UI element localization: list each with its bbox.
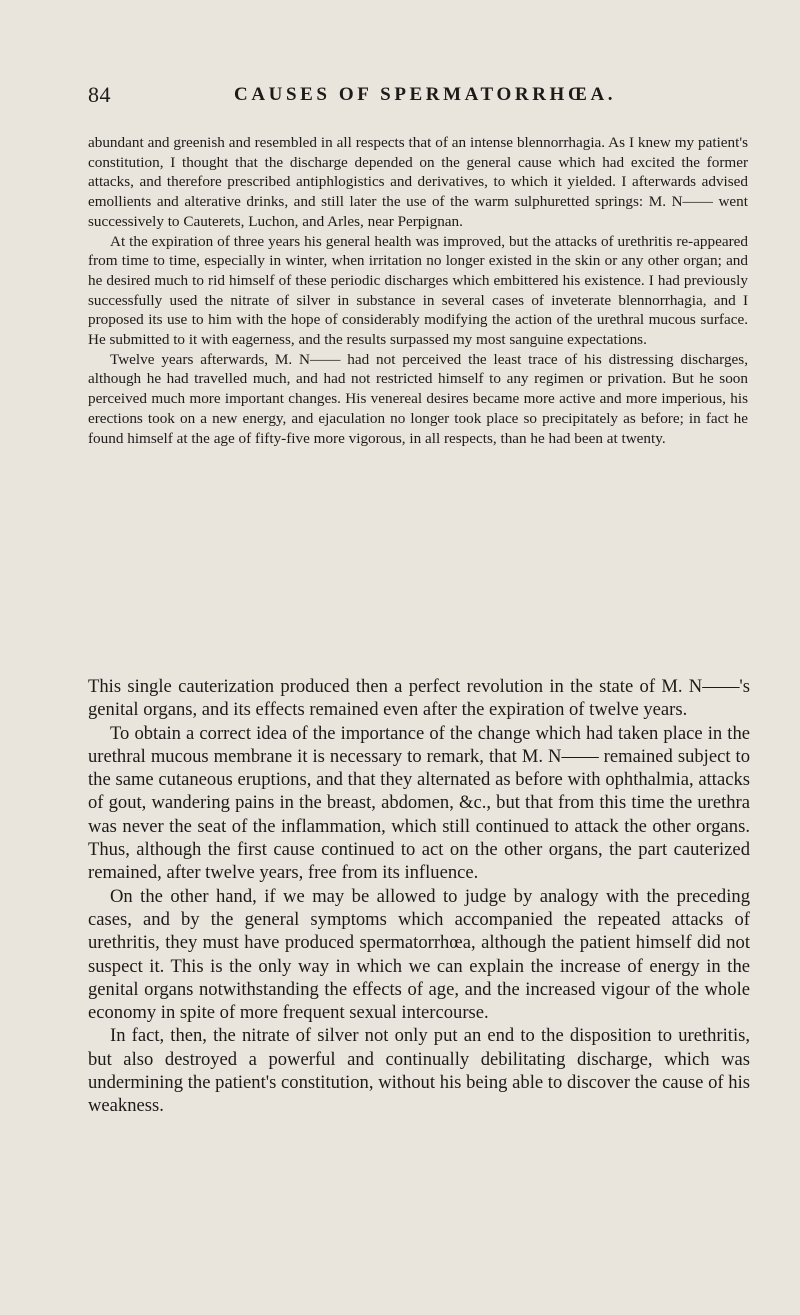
paragraph: Twelve years afterwards, M. N—— had not perceived the least trace of his distressing discharges, although he had travelled much, and had not restricted himself to any regimen or privation. But he soon perceived much more important changes. His venereal desires became more active and more imperious, his erections took on a new energy, and ejaculation no longer took place so precipitately as before; in fact he found himself at the age of fifty-five more vigorous, in all respects, than he had been at twenty. [88,350,748,447]
running-head [88,82,748,112]
paragraph: On the other hand, if we may be allowed to judge by analogy with the preceding cases, and by the general symptoms which accompanied the repeated attacks of urethritis, they must have produced spermatorrhœa, although the patient himself did not suspect it. This is the only way in which we can explain the increase of energy in the genital organs notwithstanding the effects of age, and the increased vigour of the whole economy in spite of more frequent sexual intercourse. [88,885,750,1024]
case-narrative [88,133,748,448]
running-title: CAUSES OF SPERMATORRHŒA. [234,84,617,105]
paragraph: To obtain a correct idea of the importance of the change which had taken place in the urethral mucous membrane it is necessary to remark, that M. N—— remained subject to the same cutaneous eruptions, and that they alternated as before with ophthalmia, attacks of gout, wandering pains in the breast, abdomen, &c., but that from this time the urethra was never the seat of the inflammation, which still continued to attack the other organs. Thus, although the first cause continued to act on the other organs, the part cauterized remained, after twelve years, free from its influence. [88,722,750,884]
paragraph: abundant and greenish and resembled in all respects that of an intense blennorrhagia. As I knew my patient's constitution, I thought that the discharge depended on the general cause which had excited the former attacks, and therefore prescribed antiphlogistics and derivatives, to which it yielded. I afterwards advised emollients and alterative drinks, and still later the use of the warm sulphuretted springs: M. N—— went successively to Cauterets, Luchon, and Arles, near Perpignan. [88,134,748,230]
page-number: 84 [88,82,111,107]
paragraph: In fact, then, the nitrate of silver not only put an end to the disposition to urethritis, but also destroyed a powerful and continually debilitating discharge, which was undermining the patient's constitution, without his being able to discover the cause of his weakness. [88,1025,750,1117]
paragraph: At the expiration of three years his general health was improved, but the attacks of urethritis re-appeared from time to time, especially in winter, when irritation no longer existed in the skin or any other organ; and he desired much to rid himself of these periodic discharges which embittered his existence. I had previously successfully used the nitrate of silver in substance in several cases of inveterate blennorrhagia, and I proposed its use to him with the hope of considerably modifying the action of the urethral mucous surface. He submitted to it with eagerness, and the results surpassed my most sanguine expectations. [88,232,748,349]
paragraph: This single cauterization produced then a perfect revolution in the state of M. N——'s genital organs, and its effects remained even after the expiration of twelve years. [88,676,750,721]
commentary [88,675,750,1118]
